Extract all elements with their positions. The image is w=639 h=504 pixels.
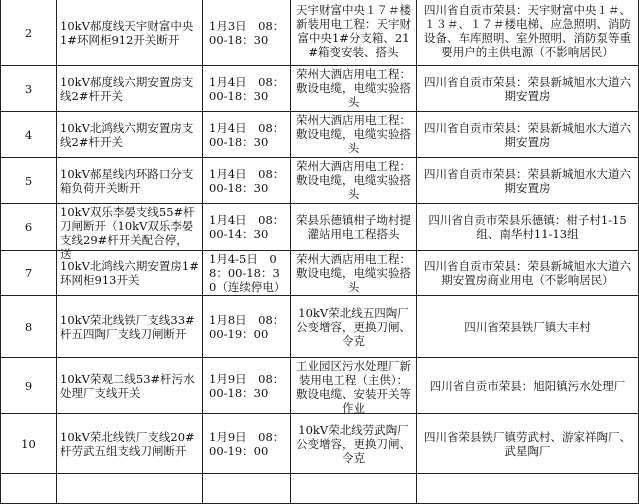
outage-line: 10kV荣观二线53#杆污水处理厂支线开关 <box>57 358 203 414</box>
affected-area: 四川省荣县铁厂镇劳武村、游家祥陶厂、武星陶厂 <box>417 414 639 474</box>
row-number: 4 <box>1 112 57 158</box>
work-content <box>291 474 417 504</box>
work-content-text: 天宇财富中央１７＃楼新装用电工程：天宇财富中央1#分支箱、21#箱变安装、搭头 <box>296 2 411 59</box>
outage-line: 10kV郝星线内环路口分支箱负荷开关断开 <box>57 158 203 204</box>
outage-time: 1月4日 08：00-14：30 <box>203 204 291 251</box>
affected-area: 四川省自贡市荣县：荣县新城旭水大道六期安置房 <box>417 112 639 158</box>
work-content-text: 荣州大酒店用电工程：敷设电缆，电缆实验搭头 <box>296 251 411 294</box>
table-row <box>1 474 639 504</box>
work-content-text: 荣州大酒店用电工程：敷设电缆，电缆实验搭头 <box>296 112 411 155</box>
row-number: 10 <box>1 414 57 474</box>
row-number: 7 <box>1 251 57 296</box>
table-row <box>1 251 639 296</box>
row-number: 2 <box>1 0 57 66</box>
work-content: 荣县乐德镇柑子坳村提灌站用电工程搭头 <box>291 204 417 251</box>
table-row <box>1 296 639 358</box>
work-content: 10kV荣北线劳武陶厂公变增容，更换刀闸、令克 <box>291 414 417 474</box>
affected-area <box>417 474 639 504</box>
table-row <box>1 158 639 204</box>
outage-line-text: 10kV双乐李晏支线55#杆刀闸断开（10kV双乐李晏支线29#杆开关配合停，送 <box>60 205 195 261</box>
outage-line: 10kV郝度线六期安置房支线2#杆开关 <box>57 66 203 112</box>
outage-time: 1月3日 08：00-18：30 <box>203 0 291 66</box>
affected-area: 四川省自贡市荣县：荣县新城旭水大道六期安置房 <box>417 158 639 204</box>
row-number: 5 <box>1 158 57 204</box>
outage-line: 10kV北鸿线六期安置房支线2#杆开关 <box>57 112 203 158</box>
row-number: 9 <box>1 358 57 414</box>
outage-time: 1月4-5日 08：00-18：30（连续停电） <box>203 251 291 296</box>
table-row <box>1 204 639 251</box>
outage-time: 1月9日 08：00-19：00 <box>203 414 291 474</box>
row-number <box>1 474 57 504</box>
table-row <box>1 112 639 158</box>
work-content <box>291 66 417 112</box>
work-content-text: 荣州大酒店用电工程：敷设电缆，电缆实验搭头 <box>296 66 411 109</box>
outage-line <box>57 474 203 504</box>
table-row <box>1 414 639 474</box>
outage-line: 10kV荣北线铁厂支线33#杆五四陶厂支线刀闸断开 <box>57 296 203 358</box>
row-number: 3 <box>1 66 57 112</box>
work-content-text: 工业园区污水处理厂新装用电工程（主供）：敷设电缆、安装开关等作业 <box>296 358 411 415</box>
outage-time: 1月4日 08：00-18：30 <box>203 112 291 158</box>
outage-time <box>203 474 291 504</box>
row-number: 6 <box>1 204 57 251</box>
outage-time: 1月4日 08：00-18：30 <box>203 66 291 112</box>
work-content <box>291 0 417 66</box>
row-number: 8 <box>1 296 57 358</box>
outage-time: 1月8日 08：00-19：00 <box>203 296 291 358</box>
work-content <box>291 112 417 158</box>
affected-area <box>417 0 639 66</box>
work-content-text: 荣州大酒店用电工程：敷设电缆，电缆实验搭头 <box>296 158 411 201</box>
work-content <box>291 158 417 204</box>
table-row <box>1 0 639 66</box>
table-row <box>1 358 639 414</box>
affected-area-text: 四川省自贡市荣县：天宇财富中央１＃、１３＃、１７＃楼电梯、应急照明、消防设备、车库照明、室外照明、消防泵等重要用户的主供电源（不影响居民） <box>424 2 631 59</box>
affected-area: 四川省自贡市荣县：荣县新城旭水大道六期安置房商业用电（不影响居民） <box>417 251 639 296</box>
outage-line <box>57 204 203 261</box>
outage-line: 10kV北鸿线六期安置房1#环网柜913开关 <box>57 251 203 296</box>
outage-time: 1月9日 08：00-18：30 <box>203 358 291 414</box>
work-content: 10kV荣北线五四陶厂公变增容，更换刀闸、令克 <box>291 296 417 358</box>
outage-table-body <box>1 0 639 504</box>
outage-line: 10kV郝度线天宇财富中央1#环网柜912开关断开 <box>57 0 203 66</box>
affected-area: 四川省自贡市荣县：荣县新城旭水大道六期安置房 <box>417 66 639 112</box>
outage-line: 10kV荣北线铁厂支线20#杆劳武五组支线刀闸断开 <box>57 414 203 474</box>
outage-time: 1月4日 08：00-18：30 <box>203 158 291 204</box>
table-row <box>1 66 639 112</box>
work-content <box>291 251 417 296</box>
affected-area: 四川省荣县铁厂镇大丰村 <box>417 296 639 358</box>
work-content <box>291 358 417 414</box>
affected-area: 四川省自贡市荣县乐德镇：柑子村1-15组、南华村11-13组 <box>417 204 639 251</box>
affected-area: 四川省自贡市荣县：旭阳镇污水处理厂 <box>417 358 639 414</box>
